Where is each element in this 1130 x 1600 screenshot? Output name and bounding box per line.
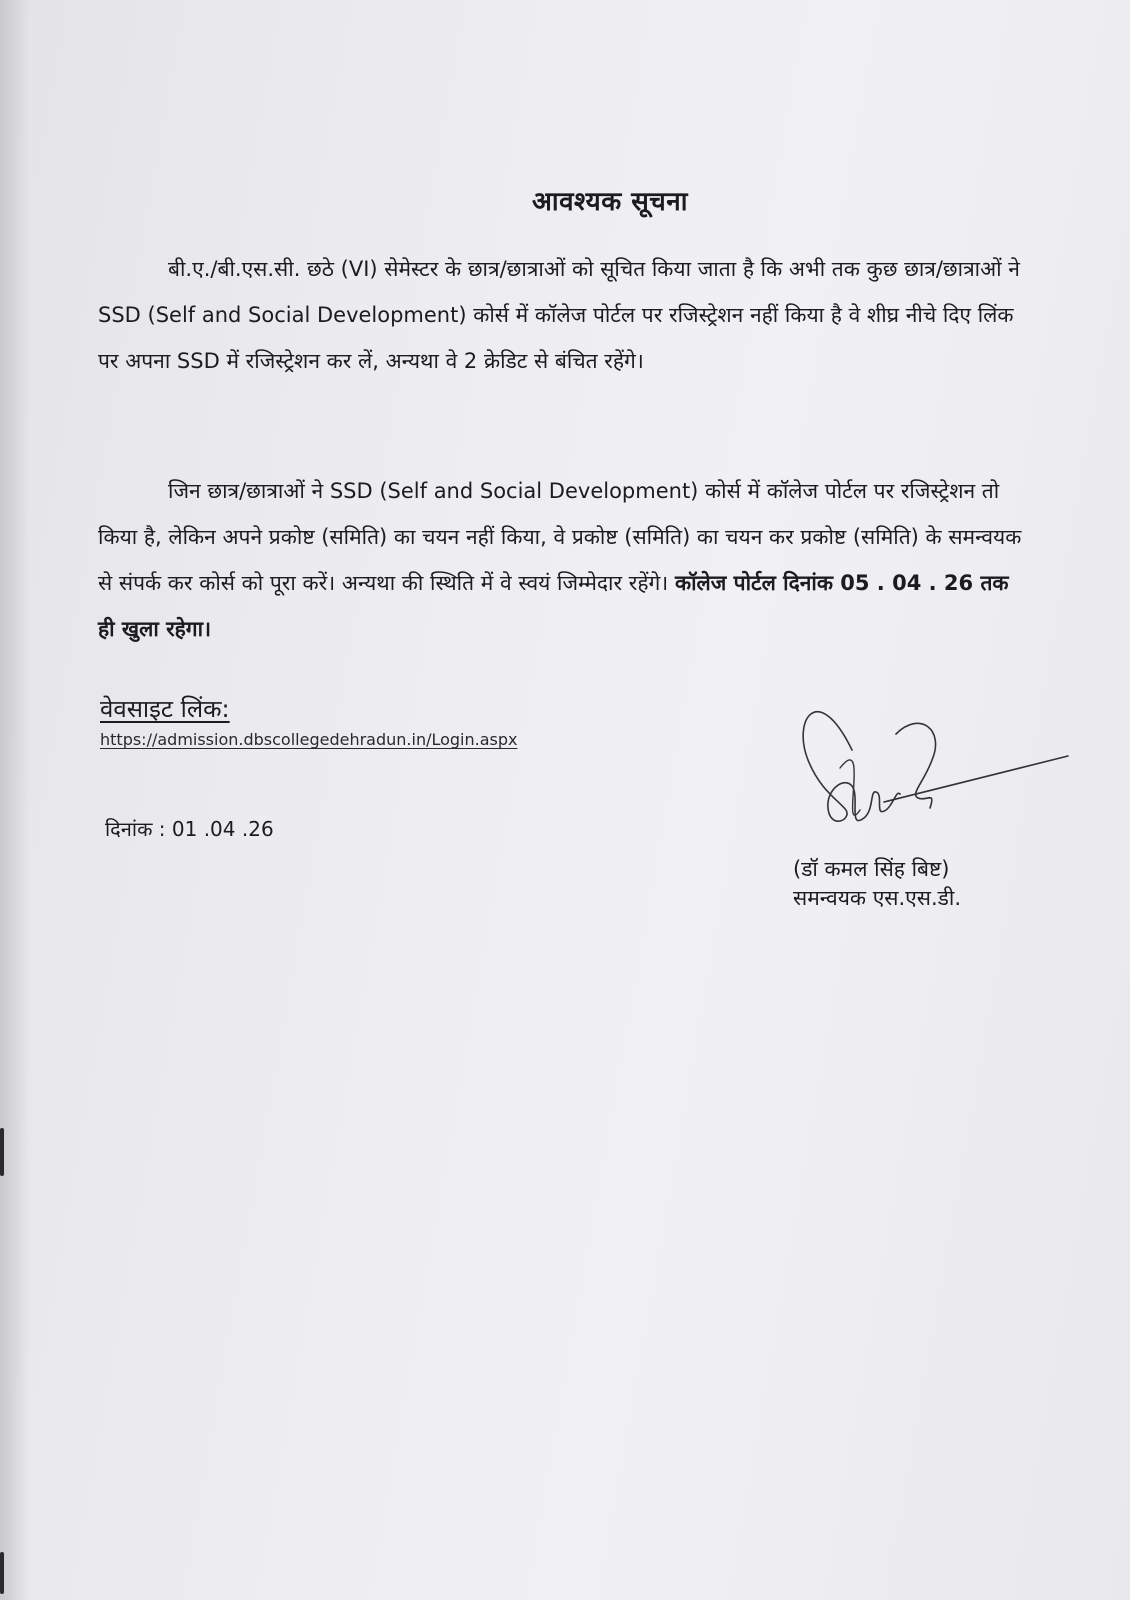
paragraph-2-text: जिन छात्र/छात्राओं ने SSD (Self and Social Development) कोर्स में कॉलेज पोर्टल पर रजिस्ट्रेशन तो किया है, लेकिन अपने प्रकोष्ट (समिति) का चयन नहीं किया, वे प्रकोष्ट (समिति) का चयन कर प्रकोष्ट (समिति) के समन्वयक से संपर्क कर कोर्स को पूरा करें। अन्यथा की स्थिति में वे स्वयं जिम्मेदार रहेंगे। [98,479,1022,595]
page-shadow [0,0,30,1600]
notice-date: दिनांक : 01 .04 .26 [105,817,274,841]
website-link-label: वेवसाइट लिंक: [100,695,230,723]
notice-paragraph-2 [98,468,1028,652]
signer-role: समन्वयक एस.एस.डी. [793,886,962,910]
edge-mark [0,1552,4,1594]
notice-paragraph-1 [98,246,1028,384]
edge-mark [0,1128,4,1176]
website-link[interactable]: https://admission.dbscollegedehradun.in/Login.aspx [100,730,518,749]
signature-image [800,690,1100,850]
notice-title: आवश्यक सूचना [532,187,688,217]
portal-deadline: कॉलेज पोर्टल दिनांक 05 . 04 . 26 तक ही खुला रहेगा। [98,571,1009,641]
paragraph-1-text: बी.ए./बी.एस.सी. छठे (VI) सेमेस्टर के छात्र/छात्राओं को सूचित किया जाता है कि अभी तक कुछ छात्र/छात्राओं ने SSD (Self and Social Development) कोर्स में कॉलेज पोर्टल पर रजिस्ट्रेशन नहीं किया है वे शीघ्र नीचे दिए लिंक पर अपना SSD में रजिस्ट्रेशन कर लें, अन्यथा वे 2 क्रेडिट से बंचित रहेंगे। [98,257,1020,373]
signer-name: (डॉ कमल सिंह बिष्ट) [793,857,950,881]
